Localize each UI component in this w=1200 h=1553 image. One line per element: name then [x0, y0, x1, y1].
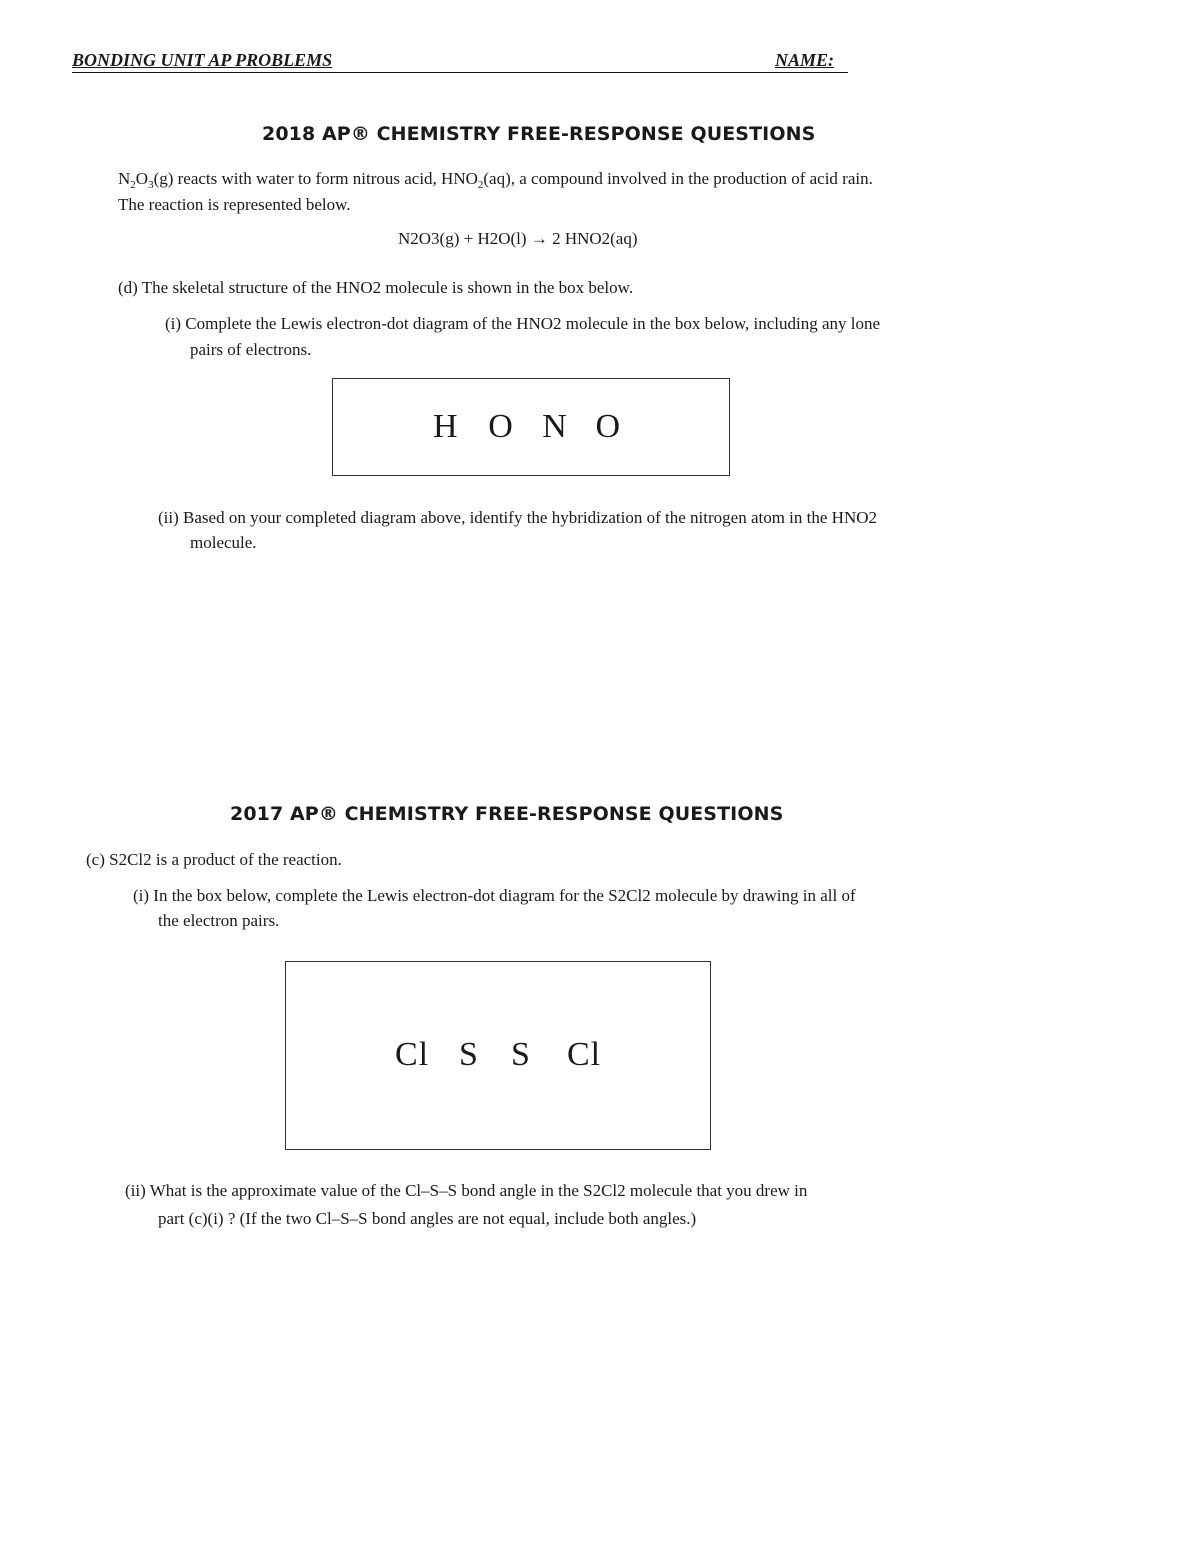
answer-space-2017[interactable]	[158, 1240, 958, 1500]
part-c-i-line-1: (i) In the box below, complete the Lewis electron-dot diagram for the S2Cl2 molecule by drawing in all of	[133, 886, 856, 905]
reaction-equation: N2O3(g) + H2O(l) → 2 HNO2(aq)	[398, 229, 638, 248]
section-title-2018: 2018 AP® CHEMISTRY FREE-RESPONSE QUESTIONS	[262, 123, 816, 145]
atom-s-2: S	[511, 1036, 531, 1073]
atom-n: N	[542, 408, 568, 445]
atom-o-1: O	[488, 408, 514, 445]
part-d-ii-line-1: (ii) Based on your completed diagram above, identify the hybridization of the nitrogen atom in the HNO2	[158, 508, 878, 527]
atom-h: H	[433, 408, 459, 445]
atom-cl-2: Cl	[567, 1036, 602, 1073]
section-title-2017: 2017 AP® CHEMISTRY FREE-RESPONSE QUESTIONS	[230, 803, 784, 825]
part-d-i-line-2: pairs of electrons.	[190, 340, 312, 359]
atom-s-1: S	[459, 1036, 479, 1073]
part-d-ii-line-2: molecule.	[190, 533, 257, 552]
s2cl2-skeleton	[395, 1036, 607, 1074]
atom-cl-1: Cl	[395, 1036, 430, 1073]
answer-space-2018[interactable]	[190, 560, 970, 780]
name-label: NAME:	[775, 50, 835, 70]
part-c-ii-line-2: part (c)(i) ? (If the two Cl–S–S bond angles are not equal, include both angles.)	[158, 1209, 697, 1228]
part-c-i-line-2: the electron pairs.	[158, 911, 280, 930]
hno2-skeleton	[433, 408, 621, 446]
part-d-text: (d) The skeletal structure of the HNO2 molecule is shown in the box below.	[118, 278, 634, 297]
part-d-i-line-1: (i) Complete the Lewis electron-dot diagram of the HNO2 molecule in the box below, including any lone	[165, 314, 881, 333]
header-underline	[72, 72, 848, 73]
part-c-text: (c) S2Cl2 is a product of the reaction.	[86, 850, 342, 869]
part-c-ii-line-1: (ii) What is the approximate value of the Cl–S–S bond angle in the S2Cl2 molecule that you drew in	[125, 1181, 808, 1200]
intro-line-2: The reaction is represented below.	[118, 195, 351, 214]
worksheet-title: BONDING UNIT AP PROBLEMS	[72, 50, 333, 70]
intro-line-1: $N_2O_3(g)$ reacts with water to form nitrous acid, $HNO_2(aq)$, a compound involved in the production of acid rain.	[118, 169, 873, 191]
atom-o-2: O	[595, 408, 621, 445]
